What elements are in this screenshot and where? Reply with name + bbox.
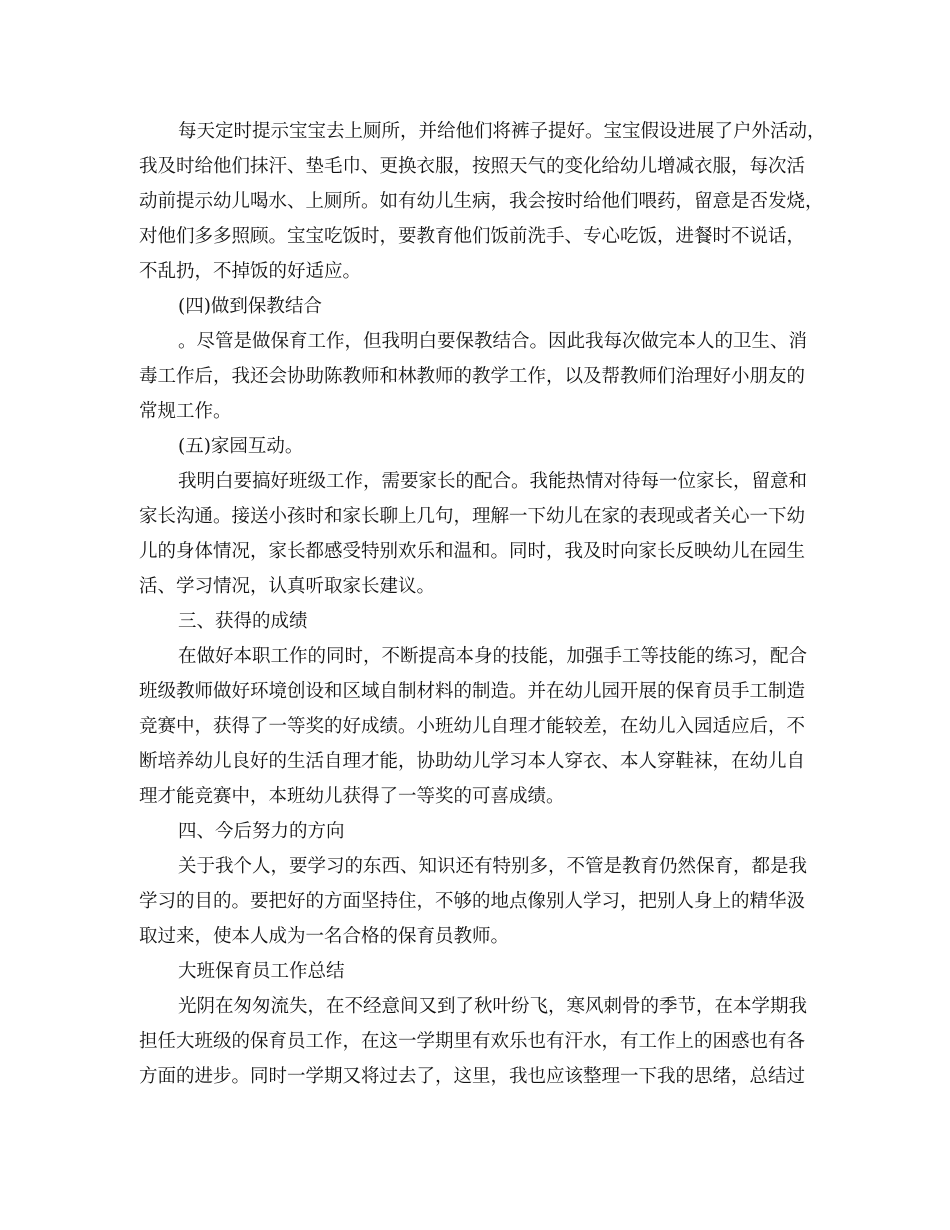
section-heading: 四、今后努力的方向 [178,821,345,842]
section-heading: (五)家园互动。 [178,436,304,457]
text-line: 每天定时提示宝宝去上厕所，并给他们将裤子提好。宝宝假设进展了户外活动， [178,121,826,142]
text-line: 活、学习情况，认真听取家长建议。 [139,576,436,597]
text-line: 担任大班级的保育员工作，在这一学期里有欢乐也有汗水，有工作上的困惑也有各 [139,1031,806,1052]
text-line: 理才能竞赛中，本班幼儿获得了一等奖的可喜成绩。 [139,786,565,807]
text-line: 关于我个人，要学习的东西、知识还有特别多，不管是教育仍然保育，都是我 [178,856,808,877]
text-line: 我明白要搞好班级工作，需要家长的配合。我能热情对待每一位家长，留意和 [178,471,808,492]
section-heading: (四)做到保教结合 [178,296,322,317]
text-line: 我及时给他们抹汗、垫毛巾、更换衣服，按照天气的变化给幼儿增减衣服，每次活 [139,156,806,177]
text-line: 家长沟通。接送小孩时和家长聊上几句，理解一下幼儿在家的表现或者关心一下幼 [139,506,806,527]
section-heading: 大班保育员工作总结 [178,961,345,982]
text-line: 动前提示幼儿喝水、上厕所。如有幼儿生病，我会按时给他们喂药，留意是否发烧， [139,191,824,212]
text-line: 学习的目的。要把好的方面坚持住，不够的地点像别人学习，把别人身上的精华汲 [139,891,806,912]
text-line: 取过来，使本人成为一名合格的保育员教师。 [139,926,510,947]
text-line: 班级教师做好环境创设和区域自制材料的制造。并在幼儿园开展的保育员手工制造 [139,681,806,702]
text-line: 儿的身体情况，家长都感受特别欢乐和温和。同时，我及时向家长反映幼儿在园生 [139,541,806,562]
text-line: 竞赛中，获得了一等奖的好成绩。小班幼儿自理才能较差，在幼儿入园适应后，不 [139,716,806,737]
section-heading: 三、获得的成绩 [178,611,308,632]
text-line: 不乱扔，不掉饭的好适应。 [139,261,362,282]
text-line: 断培养幼儿良好的生活自理才能，协助幼儿学习本人穿衣、本人穿鞋袜，在幼儿自 [139,751,806,772]
text-line: 毒工作后，我还会协助陈教师和林教师的教学工作，以及帮教师们治理好小朋友的 [139,366,806,387]
text-line: 常规工作。 [139,401,232,422]
text-line: 方面的进步。同时一学期又将过去了，这里，我也应该整理一下我的思绪，总结过 [139,1066,806,1087]
text-line: 光阴在匆匆流失，在不经意间又到了秋叶纷飞，寒风刺骨的季节，在本学期我 [178,996,808,1017]
text-line: 对他们多多照顾。宝宝吃饭时，要教育他们饭前洗手、专心吃饭，进餐时不说话， [139,226,806,247]
text-line: 在做好本职工作的同时，不断提高本身的技能，加强手工等技能的练习，配合 [178,646,808,667]
text-line: 。尽管是做保育工作，但我明白要保教结合。因此我每次做完本人的卫生、消 [178,331,808,352]
